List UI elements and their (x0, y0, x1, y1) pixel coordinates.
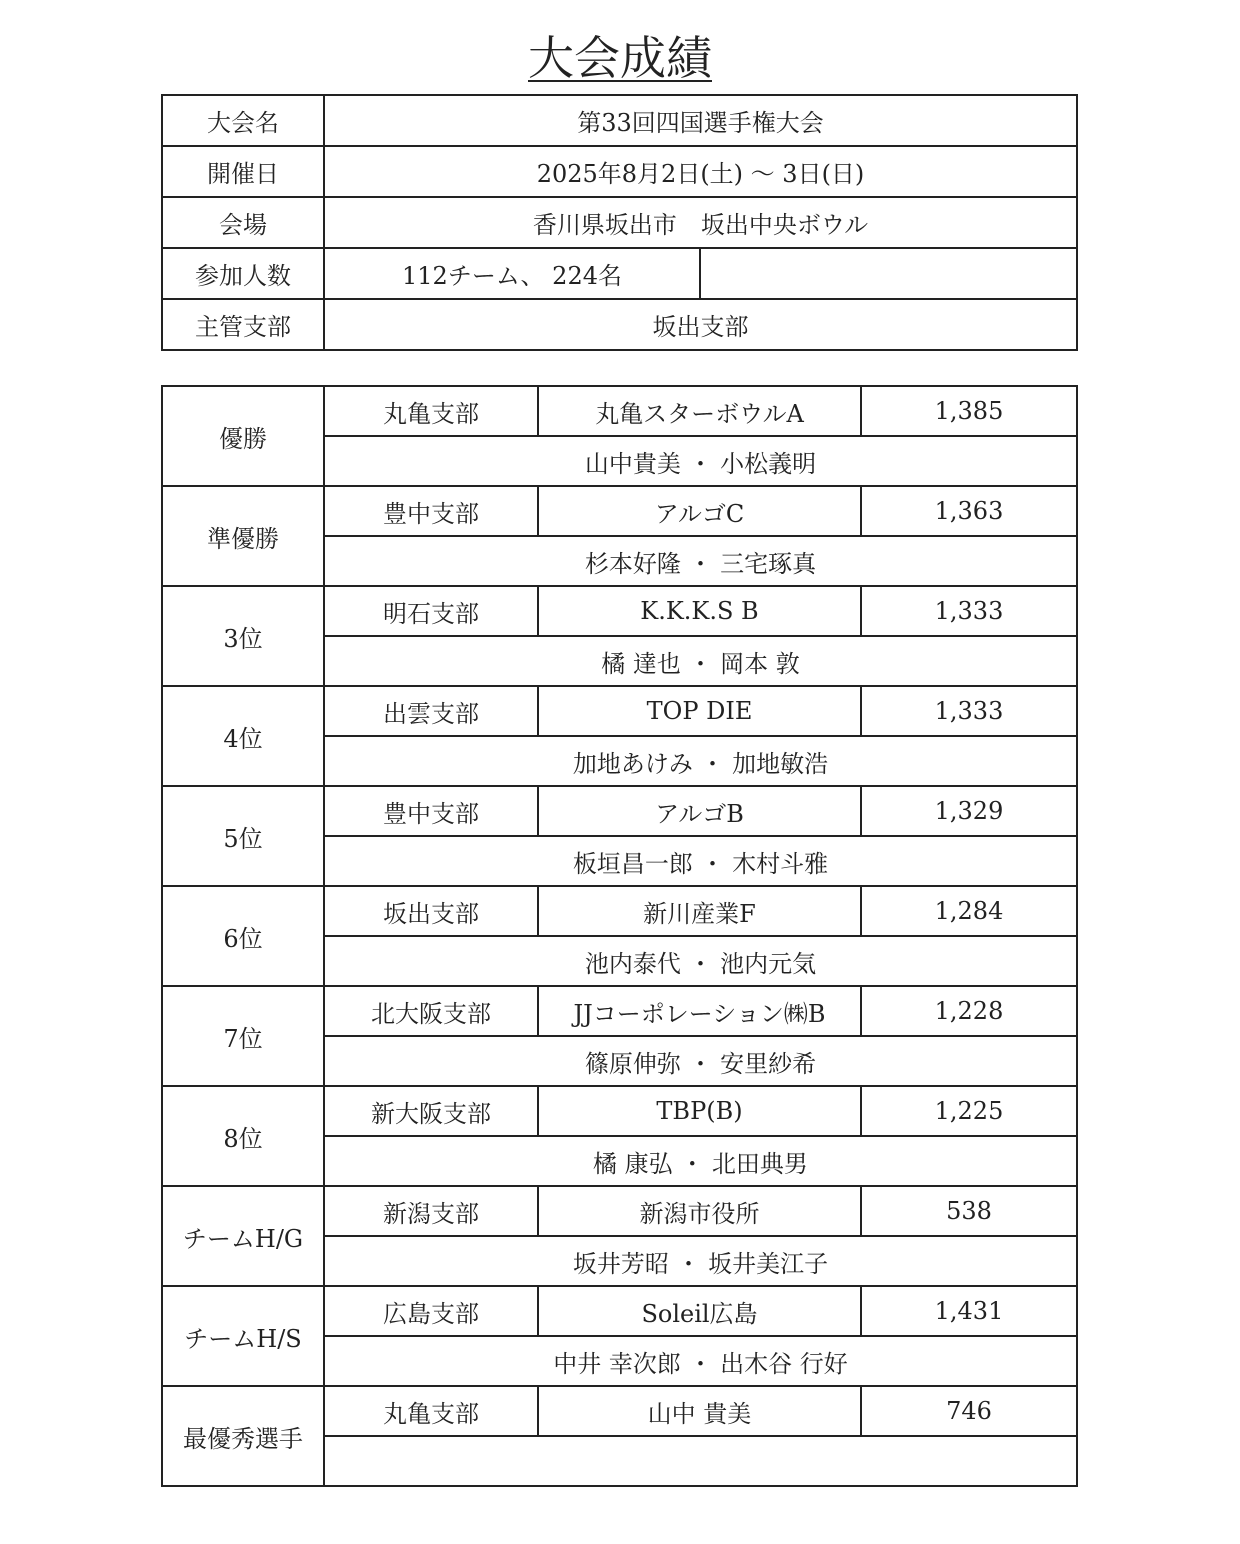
result-team: 新川産業F (538, 886, 861, 936)
result-rank: 優勝 (162, 386, 324, 486)
result-score: 1,333 (861, 686, 1077, 736)
result-players (324, 1436, 1077, 1486)
result-row (162, 1386, 1077, 1436)
result-row (162, 486, 1077, 536)
result-score: 1,431 (861, 1286, 1077, 1336)
result-rank: 8位 (162, 1086, 324, 1186)
result-players: 山中貴美 ・ 小松義明 (324, 436, 1077, 486)
result-row (162, 1186, 1077, 1236)
result-players: 篠原伸弥 ・ 安里紗希 (324, 1036, 1077, 1086)
info-label: 主管支部 (162, 299, 324, 350)
result-branch: 広島支部 (324, 1286, 538, 1336)
result-players: 坂井芳昭 ・ 坂井美江子 (324, 1236, 1077, 1286)
result-team: JJコーポレーション㈱B (538, 986, 861, 1036)
info-label: 会場 (162, 197, 324, 248)
info-value: 第33回四国選手権大会 (324, 95, 1077, 146)
page-title: 大会成績 (528, 31, 712, 85)
result-branch: 丸亀支部 (324, 386, 538, 436)
result-team: Soleil広島 (538, 1286, 861, 1336)
result-branch: 新潟支部 (324, 1186, 538, 1236)
result-branch: 坂出支部 (324, 886, 538, 936)
result-score: 538 (861, 1186, 1077, 1236)
result-score: 1,363 (861, 486, 1077, 536)
result-score: 1,385 (861, 386, 1077, 436)
result-score: 1,228 (861, 986, 1077, 1036)
result-rank: チームH/G (162, 1186, 324, 1286)
result-row (162, 786, 1077, 836)
result-score: 1,284 (861, 886, 1077, 936)
result-rank: 6位 (162, 886, 324, 986)
result-players: 橘 康弘 ・ 北田典男 (324, 1136, 1077, 1186)
result-row (162, 986, 1077, 1036)
info-label: 参加人数 (162, 248, 324, 299)
result-rank: 7位 (162, 986, 324, 1086)
result-team: 新潟市役所 (538, 1186, 861, 1236)
result-team: K.K.K.S B (538, 586, 861, 636)
result-team: TOP DIE (538, 686, 861, 736)
result-branch: 北大阪支部 (324, 986, 538, 1036)
result-rank: チームH/S (162, 1286, 324, 1386)
info-label: 開催日 (162, 146, 324, 197)
result-branch: 豊中支部 (324, 486, 538, 536)
info-row-participants (162, 248, 1077, 299)
result-players: 加地あけみ ・ 加地敏浩 (324, 736, 1077, 786)
result-team: 丸亀スターボウルA (538, 386, 861, 436)
result-team: 山中 貴美 (538, 1386, 861, 1436)
result-row (162, 686, 1077, 736)
info-value: 112チーム、 224名 (324, 248, 700, 299)
result-rank: 準優勝 (162, 486, 324, 586)
result-branch: 出雲支部 (324, 686, 538, 736)
result-score: 1,333 (861, 586, 1077, 636)
result-players: 杉本好隆 ・ 三宅琢真 (324, 536, 1077, 586)
result-rank: 3位 (162, 586, 324, 686)
info-value: 坂出支部 (324, 299, 1077, 350)
info-row-venue (162, 197, 1077, 248)
result-players: 池内泰代 ・ 池内元気 (324, 936, 1077, 986)
result-players: 中井 幸次郎 ・ 出木谷 行好 (324, 1336, 1077, 1386)
result-branch: 新大阪支部 (324, 1086, 538, 1136)
result-players: 橘 達也 ・ 岡本 敦 (324, 636, 1077, 686)
info-value: 2025年8月2日(土) 〜 3日(日) (324, 146, 1077, 197)
info-label: 大会名 (162, 95, 324, 146)
results-table (161, 385, 1078, 1487)
tournament-info-table (161, 94, 1078, 351)
result-players: 板垣昌一郎 ・ 木村斗雅 (324, 836, 1077, 886)
result-branch: 丸亀支部 (324, 1386, 538, 1436)
result-row (162, 886, 1077, 936)
info-extra (700, 248, 1077, 299)
result-rank: 4位 (162, 686, 324, 786)
result-rank: 5位 (162, 786, 324, 886)
result-team: アルゴB (538, 786, 861, 836)
result-branch: 豊中支部 (324, 786, 538, 836)
result-row (162, 1086, 1077, 1136)
info-row-tournament (162, 95, 1077, 146)
result-team: TBP(B) (538, 1086, 861, 1136)
info-row-host (162, 299, 1077, 350)
result-score: 1,329 (861, 786, 1077, 836)
result-row (162, 586, 1077, 636)
result-row (162, 1286, 1077, 1336)
result-score: 1,225 (861, 1086, 1077, 1136)
result-score: 746 (861, 1386, 1077, 1436)
result-branch: 明石支部 (324, 586, 538, 636)
result-rank: 最優秀選手 (162, 1386, 324, 1486)
result-row (162, 386, 1077, 436)
info-value: 香川県坂出市 坂出中央ボウル (324, 197, 1077, 248)
info-row-date (162, 146, 1077, 197)
result-team: アルゴC (538, 486, 861, 536)
